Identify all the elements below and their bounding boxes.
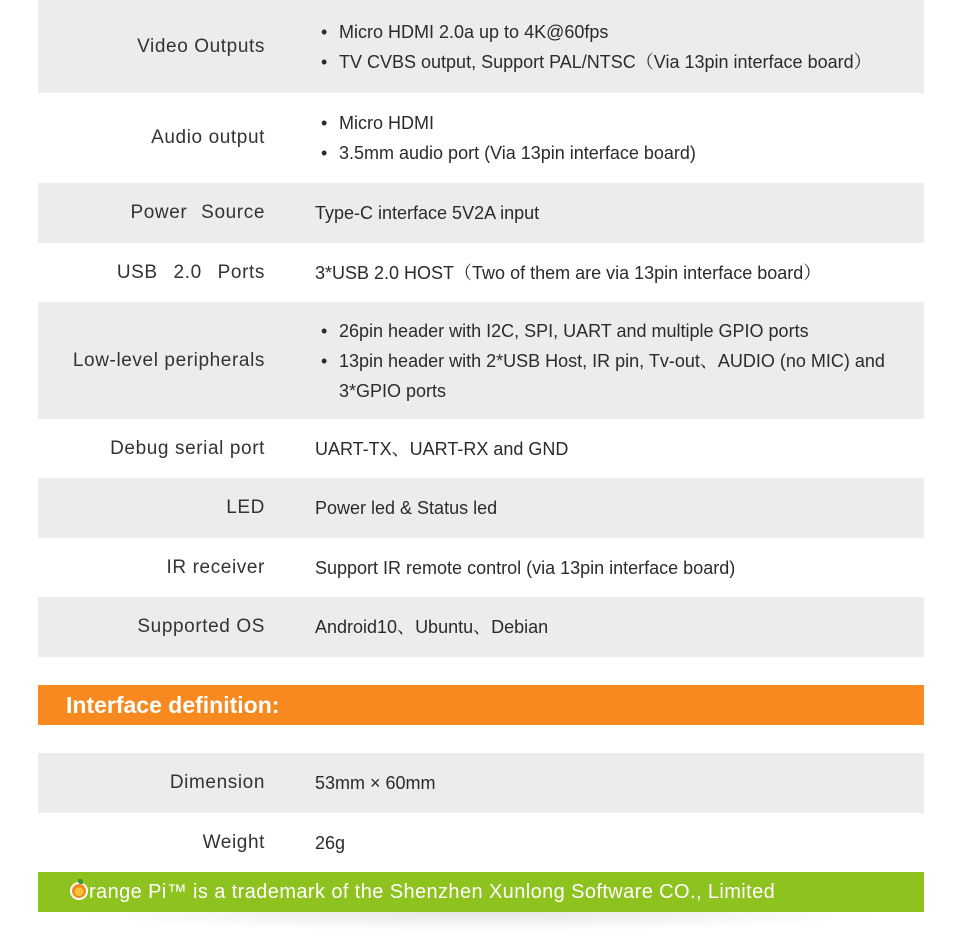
bullet-text: Micro HDMI	[339, 113, 434, 133]
spec-label: Video Outputs	[38, 0, 288, 93]
bullet-text: 3.5mm audio port (Via 13pin interface board)	[339, 143, 696, 163]
spec-value	[288, 0, 924, 93]
bullet-text: 26pin header with I2C, SPI, UART and multiple GPIO ports	[339, 320, 809, 341]
spec-value: 53mm × 60mm	[288, 753, 924, 813]
spec-label: Power Source	[38, 183, 288, 243]
section-title: Interface definition:	[66, 692, 280, 718]
spec-row-led	[38, 478, 924, 538]
bullet-text: Micro HDMI 2.0a up to 4K@60fps	[339, 21, 609, 42]
spec-value: 3*USB 2.0 HOST（Two of them are via 13pin interface board）	[315, 262, 822, 283]
bullet-dot: •	[321, 51, 328, 72]
spec-table-wrapper	[38, 0, 924, 657]
bullet-item	[315, 316, 924, 346]
bullet-dot: •	[321, 113, 328, 133]
bullet-text: TV CVBS output, Support PAL/NTSC（Via 13pin interface board）	[339, 51, 872, 72]
spec-value	[288, 93, 924, 183]
bullet-dot: •	[321, 350, 328, 371]
spec-row-weight	[38, 813, 924, 872]
spec-value: Power led & Status led	[288, 478, 924, 538]
spec-label: Low-level peripherals	[38, 302, 288, 419]
trademark-footer	[38, 872, 924, 912]
bullet-item	[315, 346, 924, 406]
physical-table-wrapper	[38, 753, 924, 872]
spec-label: Dimension	[38, 753, 288, 813]
spec-row-low-level-peripherals	[38, 302, 924, 419]
bullet-item	[315, 17, 924, 47]
spec-row-audio-output	[38, 93, 924, 183]
spec-value	[288, 302, 924, 419]
bullet-item	[315, 108, 924, 138]
spec-row-ir-receiver	[38, 538, 924, 597]
bullet-dot: •	[321, 320, 328, 341]
spec-label: Weight	[202, 831, 265, 853]
trademark-text: range Pi™ is a trademark of the Shenzhen Xunlong Software CO., Limited	[89, 881, 776, 903]
spec-row-video-outputs	[38, 0, 924, 93]
spec-label: LED	[38, 478, 288, 538]
spec-row-usb-ports	[38, 243, 924, 302]
spec-value: UART-TX、UART-RX and GND	[315, 438, 569, 459]
spec-label: USB 2.0 Ports	[116, 261, 265, 283]
spec-row-supported-os	[38, 597, 924, 657]
bullet-text: 13pin header with 2*USB Host, IR pin, Tv-out、AUDIO (no MIC) and 3*GPIO ports	[339, 350, 885, 401]
bullet-item	[315, 47, 924, 77]
spec-label: IR receiver	[166, 556, 265, 578]
spec-label: Audio output	[151, 127, 265, 148]
section-title-bar	[38, 685, 924, 725]
footer-shadow	[70, 912, 890, 932]
spec-value: Support IR remote control (via 13pin interface board)	[315, 557, 736, 578]
spec-row-dimension	[38, 753, 924, 813]
physical-table	[38, 753, 924, 872]
spec-row-debug-serial-port	[38, 419, 924, 478]
bullet-item	[315, 138, 924, 168]
spec-value: Type-C interface 5V2A input	[288, 183, 924, 243]
spec-table	[38, 0, 924, 657]
spec-value: Android10、Ubuntu、Debian	[288, 597, 924, 657]
spec-value: 26g	[315, 832, 346, 853]
bullet-dot: •	[321, 143, 328, 163]
orange-icon	[70, 882, 88, 900]
spec-label: Debug serial port	[110, 437, 265, 459]
spec-row-power-source	[38, 183, 924, 243]
bullet-dot: •	[321, 21, 328, 42]
spec-label: Supported OS	[38, 597, 288, 657]
